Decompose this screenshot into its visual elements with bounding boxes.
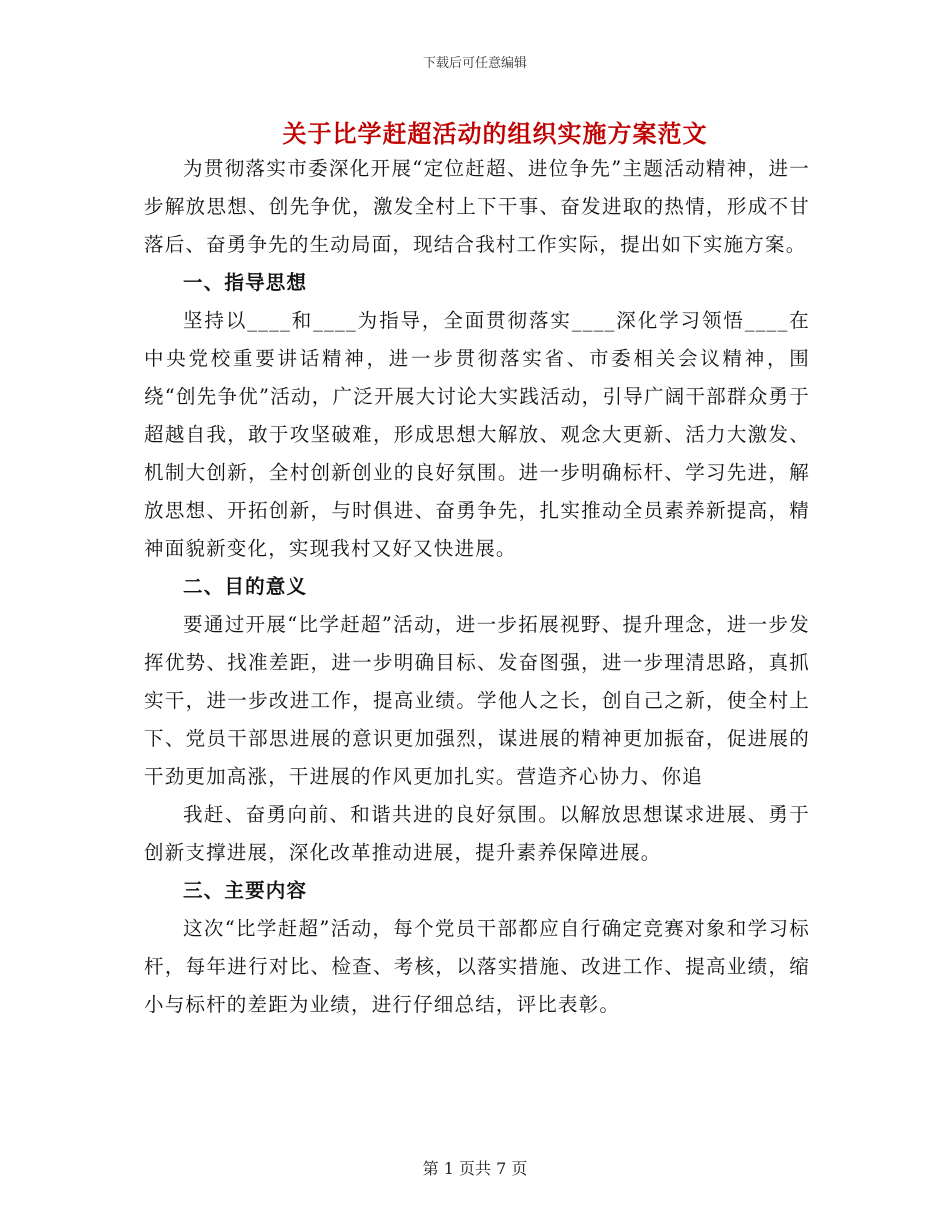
document-body <box>144 150 810 1024</box>
section-heading-main-content: 三、主要内容 <box>183 879 308 902</box>
section-paragraph: 我赶、奋勇向前、和谐共进的良好氛围。以解放思想谋求进展、勇于创新支撑进展，深化改革推动进展，提升素养保障进展。 <box>144 803 810 864</box>
page-footer: 第 1 页共 7 页 <box>422 1159 528 1178</box>
section-heading-purpose: 二、目的意义 <box>183 575 308 598</box>
section-paragraph: 要通过开展“比学赶超”活动，进一步拓展视野、提升理念，进一步发挥优势、找准差距，进一步明确目标、发奋图强，进一步理清思路，真抓实干，进一步改进工作，提高业绩。学他人之长，创自己之新，使全村上下、党员干部思进展的意识更加强烈，谋进展的精神更加振奋，促进展的干劲更加高涨，干进展的作风更加扎实。营造齐心协力、你追 <box>144 613 810 788</box>
header-note: 下载后可任意编辑 <box>422 56 527 71</box>
section-paragraph: 坚持以____和____为指导，全面贯彻落实____深化学习领悟____在中央党校重要讲话精神，进一步贯彻落实省、市委相关会议精神，围绕“创先争优”活动，广泛开展大讨论大实践活动，引导广阔干部群众勇于超越自我，敢于攻坚破难，形成思想大解放、观念大更新、活力大激发、机制大创新，全村创新创业的良好氛围。进一步明确标杆、学习先进，解放思想、开拓创新，与时俱进、奋勇争先，扎实推动全员素养新提高，精神面貌新变化，实现我村又好又快进展。 <box>144 309 810 560</box>
document-title: 关于比学赶超活动的组织实施方案范文 <box>282 119 708 148</box>
intro-paragraph: 为贯彻落实市委深化开展“定位赶超、进位争先”主题活动精神，进一步解放思想、创先争优，激发全村上下干事、奋发进取的热情，形成不甘落后、奋勇争先的生动局面，现结合我村工作实际，提出如下实施方案。 <box>144 157 810 256</box>
section-paragraph: 这次“比学赶超”活动，每个党员干部都应自行确定竞赛对象和学习标杆，每年进行对比、检查、考核，以落实措施、改进工作、提高业绩，缩小与标杆的差距为业绩，进行仔细总结，评比表彰。 <box>144 917 810 1016</box>
section-heading-guiding-ideology: 一、指导思想 <box>183 271 308 294</box>
